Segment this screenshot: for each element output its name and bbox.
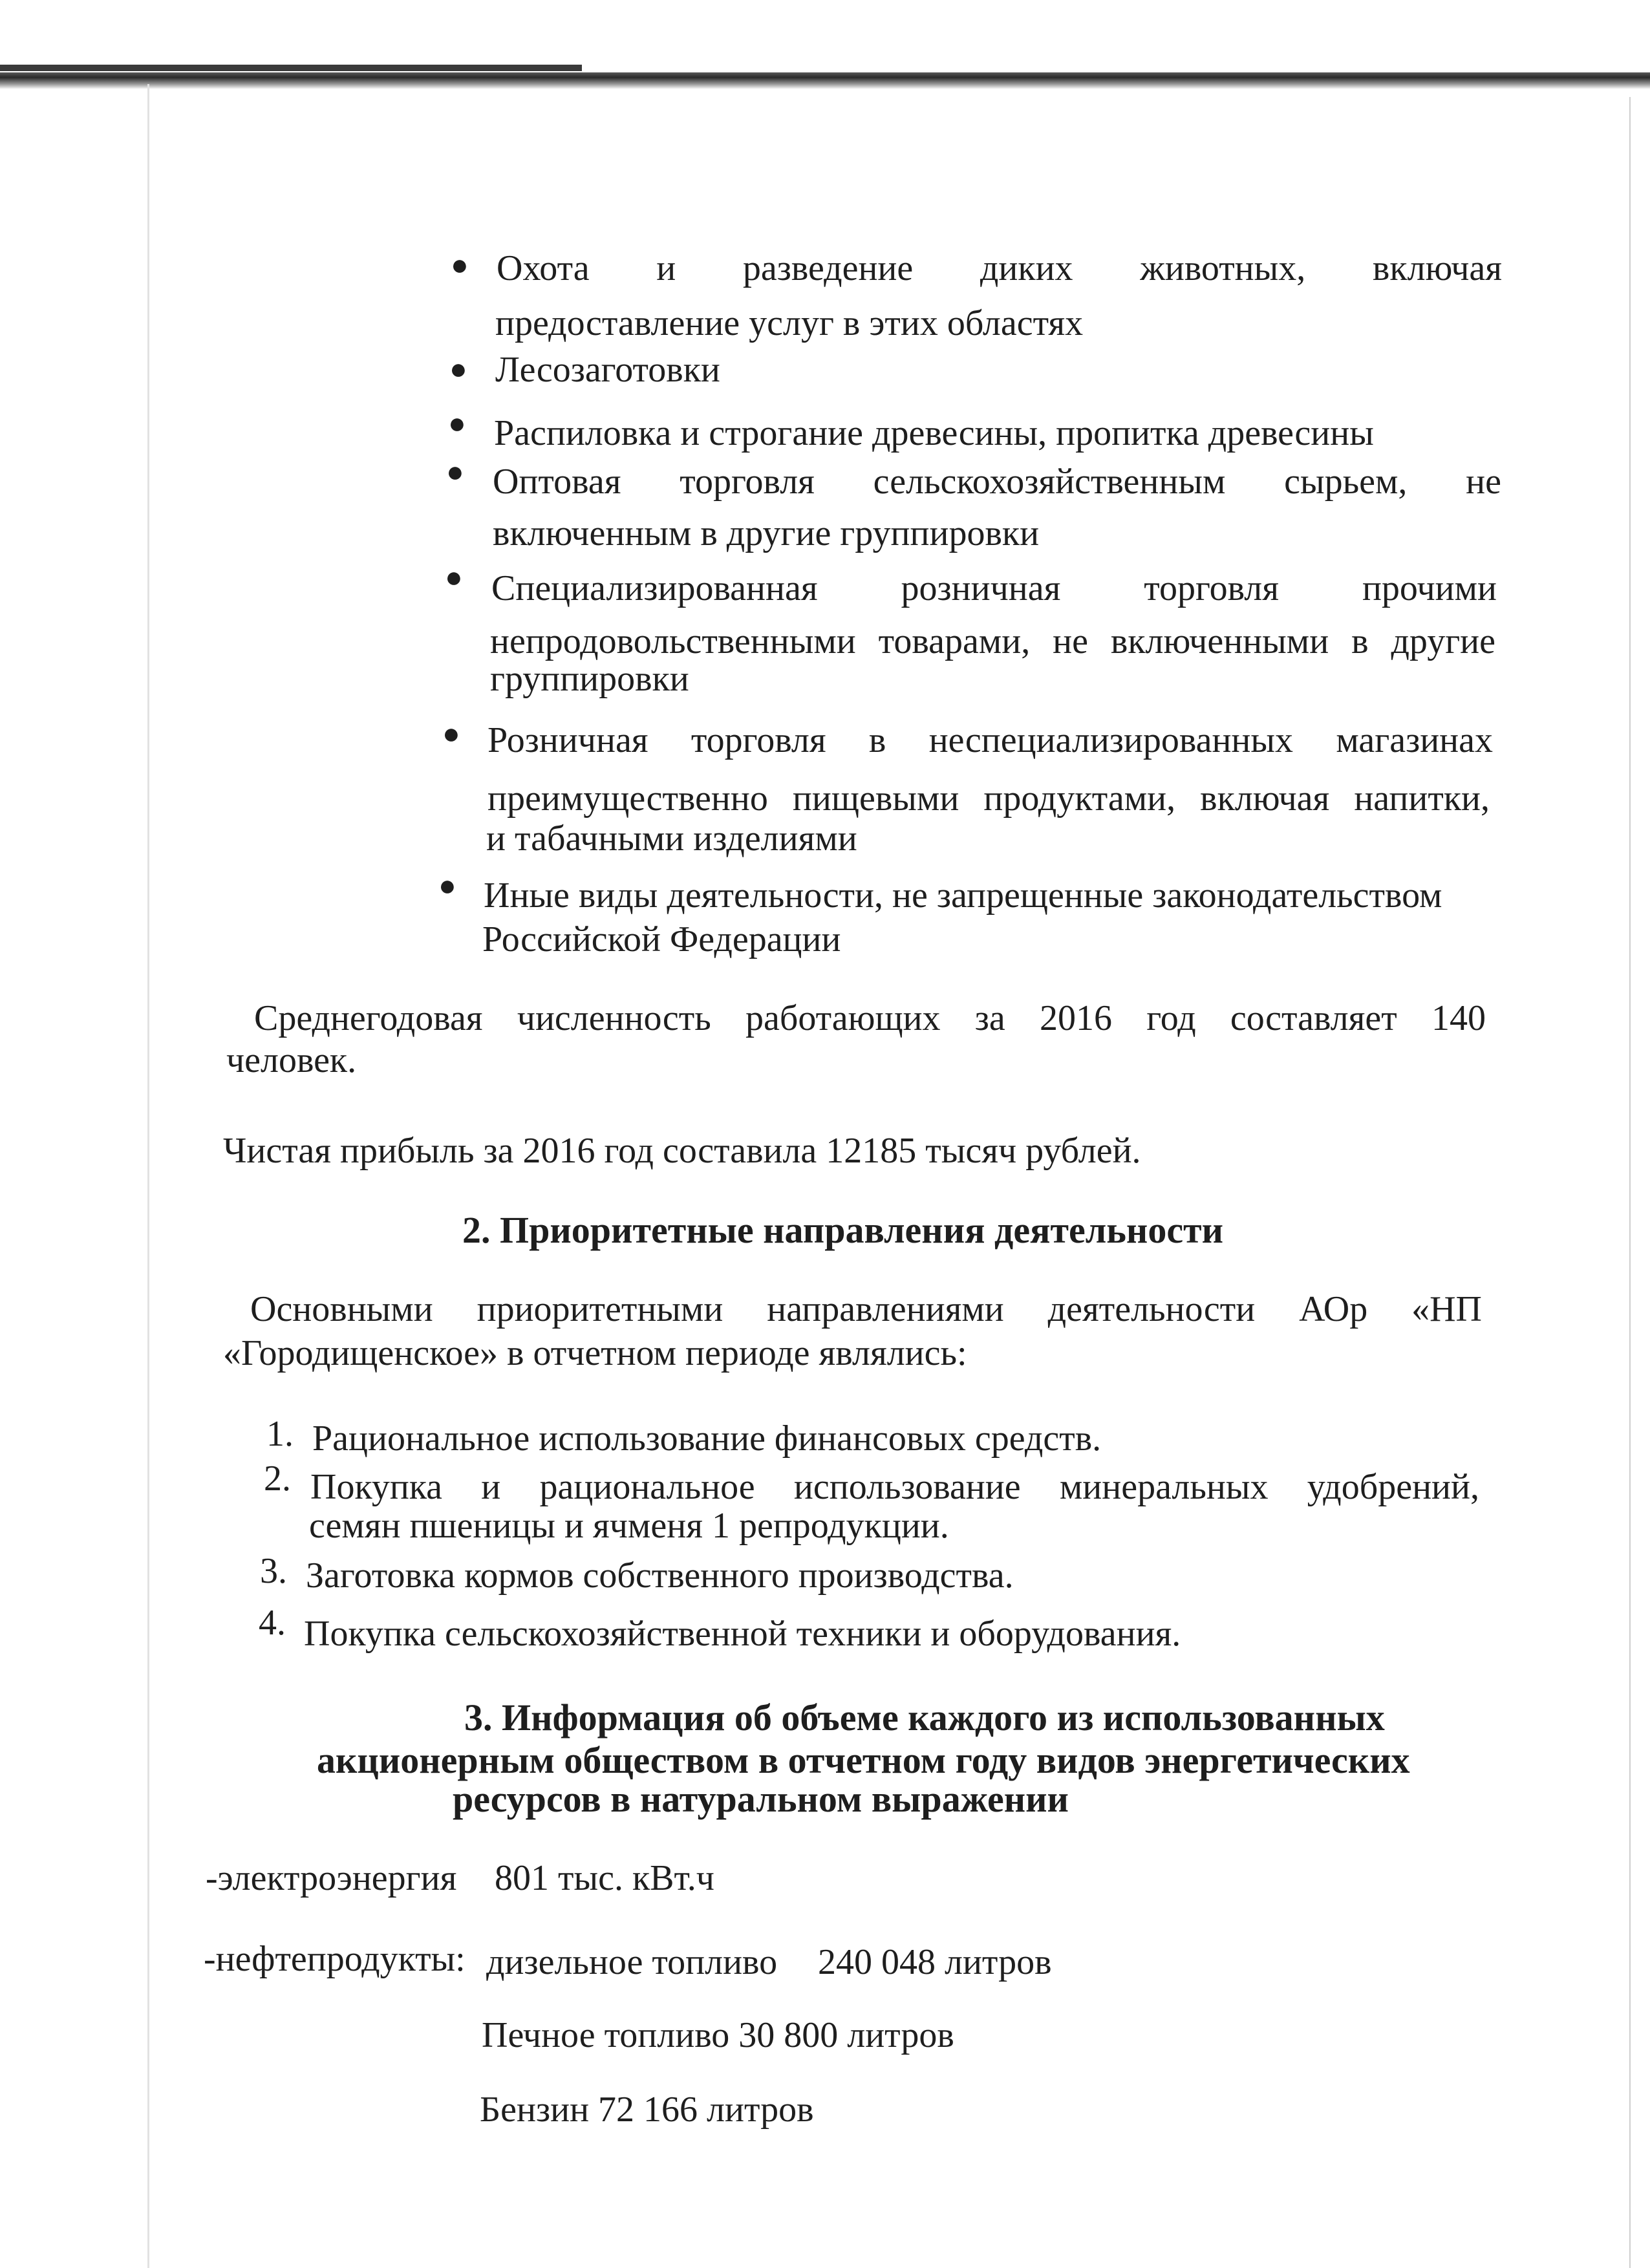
list-item-line: включенным в другие группировки [493, 513, 1040, 553]
oil-products-label: -нефтепродукты: [204, 1939, 466, 1979]
bullet-icon: ● [449, 352, 467, 385]
list-item-line: группировки [490, 659, 689, 699]
list-item-line: непродовольственными товарами, не включенными в другие [490, 621, 1495, 661]
diesel-label: дизельное топливо [486, 1942, 778, 1982]
gasoline-line: Бензин 72 166 литров [480, 2090, 814, 2130]
list-item-line: Российской Федерации [482, 919, 841, 959]
priority-item-line: Покупка сельскохозяйственной техники и оборудования. [304, 1614, 1181, 1654]
list-number: 4. [259, 1603, 286, 1643]
section-2-intro-line: Основными приоритетными направлениями деятельности АОр «НП [250, 1289, 1482, 1329]
electricity-value: 801 тыс. кВт.ч [495, 1858, 714, 1898]
list-item-line: Лесозаготовки [495, 350, 720, 390]
bullet-icon: ● [438, 869, 456, 902]
priority-item-line: Покупка и рациональное использование минеральных удобрений, [310, 1467, 1479, 1507]
list-item-line: и табачными изделиями [486, 818, 857, 859]
bullet-icon: ● [451, 248, 469, 281]
list-item-line: Оптовая торговля сельскохозяйственным сырьем, не [493, 462, 1501, 502]
electricity-label: -электроэнергия [206, 1858, 457, 1898]
priority-item-line: Заготовка кормов собственного производства. [306, 1556, 1014, 1596]
bullet-icon: ● [448, 407, 466, 440]
section-3-heading-line: 3. Информация об объеме каждого из использованных [464, 1696, 1385, 1738]
list-item-line: Распиловка и строгание древесины, пропитка древесины [494, 413, 1374, 453]
list-item-line: Иные виды деятельности, не запрещенные законодательством [484, 875, 1442, 915]
section-2-heading: 2. Приоритетные направления деятельности [462, 1209, 1223, 1251]
staff-paragraph-line: человек. [226, 1040, 357, 1080]
priority-item-line: Рациональное использование финансовых средств. [312, 1418, 1102, 1459]
section-3-heading-line: ресурсов в натуральном выражении [453, 1778, 1069, 1820]
list-item-line: преимущественно пищевыми продуктами, включая напитки, [488, 778, 1490, 818]
profit-paragraph: Чистая прибыль за 2016 год составила 12185 тысяч рублей. [223, 1131, 1141, 1171]
staff-paragraph-line: Среднегодовая численность работающих за 2016 год составляет 140 [254, 998, 1486, 1038]
diesel-value: 240 048 литров [818, 1942, 1052, 1982]
list-item-line: Розничная торговля в неспециализированных магазинах [488, 720, 1493, 760]
list-item-line: предоставление услуг в этих областях [495, 303, 1084, 343]
bullet-icon: ● [445, 561, 463, 594]
list-number: 1. [266, 1414, 294, 1454]
stove-fuel-line: Печное топливо 30 800 литров [482, 2015, 954, 2055]
section-2-intro-line: «Городищенское» в отчетном периоде являлись: [223, 1333, 967, 1373]
bullet-icon: ● [442, 717, 460, 750]
list-item-line: Охота и разведение диких животных, включая [497, 248, 1502, 288]
section-3-heading-line: акционерным обществом в отчетном году видов энергетических [317, 1739, 1410, 1781]
priority-item-line: семян пшеницы и ячменя 1 репродукции. [309, 1506, 949, 1546]
list-number: 3. [260, 1551, 287, 1591]
list-number: 2. [264, 1459, 291, 1499]
list-item-line: Специализированная розничная торговля прочими [491, 568, 1497, 608]
bullet-icon: ● [446, 455, 464, 488]
